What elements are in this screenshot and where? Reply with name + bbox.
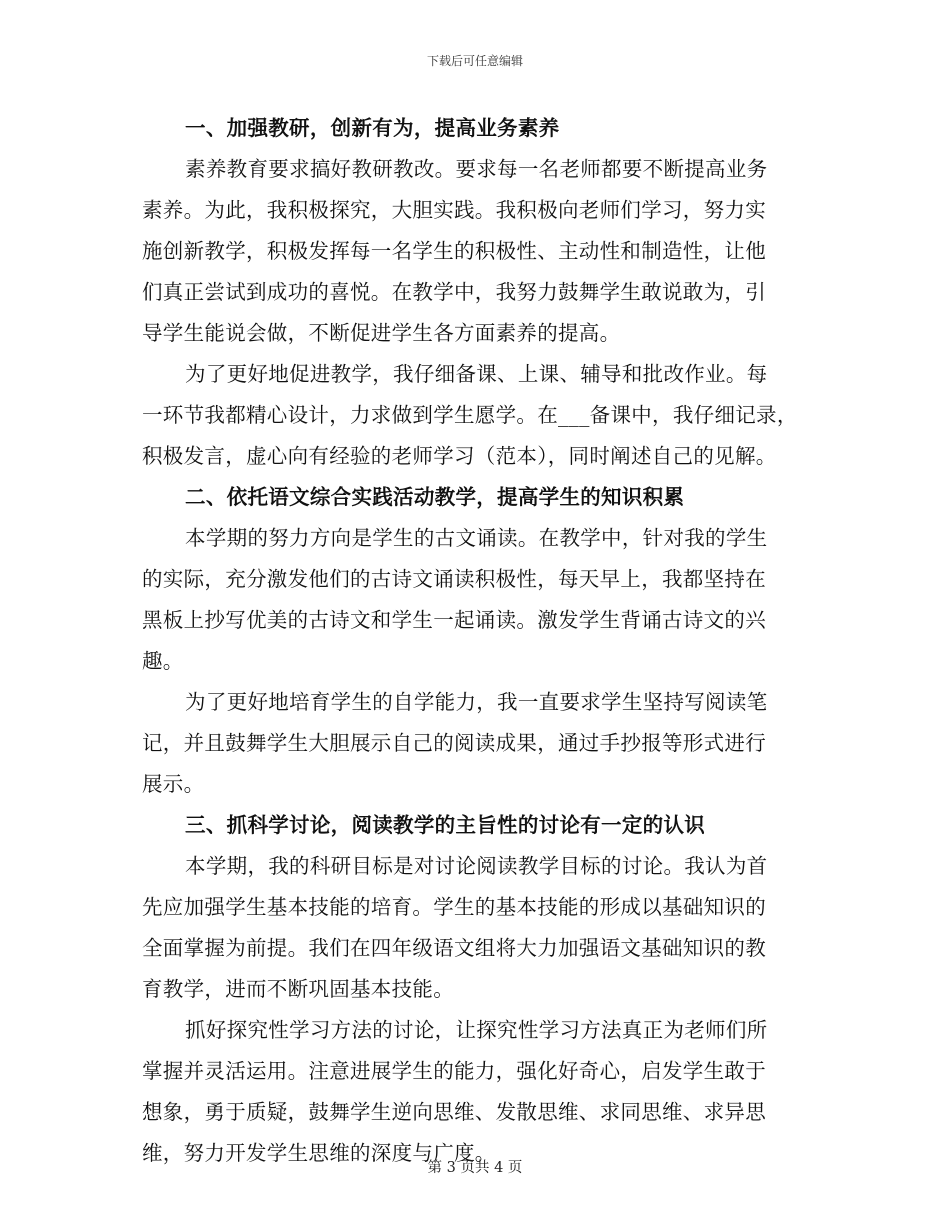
paragraph-line: 掌握并灵活运用。注意进展学生的能力，强化好奇心，启发学生敢于 bbox=[142, 1059, 766, 1083]
paragraph-line: 一环节我都精心设计，力求做到学生愿学。在___备课中，我仔细记录， bbox=[142, 403, 798, 427]
document-body bbox=[142, 108, 810, 1174]
paragraph-line: 的实际，充分激发他们的古诗文诵读积极性，每天早上，我都坚持在 bbox=[142, 567, 766, 591]
paragraph-line: 趣。 bbox=[142, 649, 184, 673]
paragraph-line: 们真正尝试到成功的喜悦。在教学中，我努力鼓舞学生敢说敢为，引 bbox=[142, 280, 766, 304]
page-number: 第 3 页共 4 页 bbox=[427, 1160, 523, 1176]
paragraph-line: 黑板上抄写优美的古诗文和学生一起诵读。激发学生背诵古诗文的兴 bbox=[142, 608, 766, 632]
paragraph-line: 为了更好地培育学生的自学能力，我一直要求学生坚持写阅读笔 bbox=[185, 690, 768, 714]
section-heading: 二、依托语文综合实践活动教学，提高学生的知识积累 bbox=[185, 485, 685, 509]
paragraph-line: 展示。 bbox=[142, 772, 205, 796]
paragraph-line: 先应加强学生基本技能的培育。学生的基本技能的形成以基础知识的 bbox=[142, 895, 766, 919]
section-heading: 三、抓科学讨论，阅读教学的主旨性的讨论有一定的认识 bbox=[185, 813, 706, 837]
paragraph-line: 记，并且鼓舞学生大胆展示自己的阅读成果，通过手抄报等形式进行 bbox=[142, 731, 766, 755]
paragraph-line: 施创新教学，积极发挥每一名学生的积极性、主动性和制造性，让他 bbox=[142, 239, 766, 263]
paragraph-line: 为了更好地促进教学，我仔细备课、上课、辅导和批改作业。每 bbox=[185, 362, 768, 386]
paragraph-line: 积极发言，虚心向有经验的老师学习（范本），同时阐述自己的见解。 bbox=[142, 444, 777, 468]
section-heading: 一、加强教研，创新有为，提高业务素养 bbox=[185, 116, 560, 140]
paragraph-line: 抓好探究性学习方法的讨论，让探究性学习方法真正为老师们所 bbox=[185, 1018, 768, 1042]
page-header-note: 下载后可任意编辑 bbox=[426, 54, 523, 68]
paragraph-line: 素养。为此，我积极探究，大胆实践。我积极向老师们学习，努力实 bbox=[142, 198, 766, 222]
paragraph-line: 想象，勇于质疑，鼓舞学生逆向思维、发散思维、求同思维、求异思 bbox=[142, 1100, 766, 1124]
paragraph-line: 全面掌握为前提。我们在四年级语文组将大力加强语文基础知识的教 bbox=[142, 936, 766, 960]
paragraph-line: 素养教育要求搞好教研教改。要求每一名老师都要不断提高业务 bbox=[185, 157, 768, 181]
paragraph-line: 导学生能说会做，不断促进学生各方面素养的提高。 bbox=[142, 321, 621, 345]
paragraph-line: 本学期的努力方向是学生的古文诵读。在教学中，针对我的学生 bbox=[185, 526, 768, 550]
paragraph-line: 本学期，我的科研目标是对讨论阅读教学目标的讨论。我认为首 bbox=[185, 854, 768, 878]
paragraph-line: 育教学，进而不断巩固基本技能。 bbox=[142, 977, 454, 1001]
paragraph-line: 维，努力开发学生思维的深度与广度。 bbox=[142, 1141, 496, 1165]
